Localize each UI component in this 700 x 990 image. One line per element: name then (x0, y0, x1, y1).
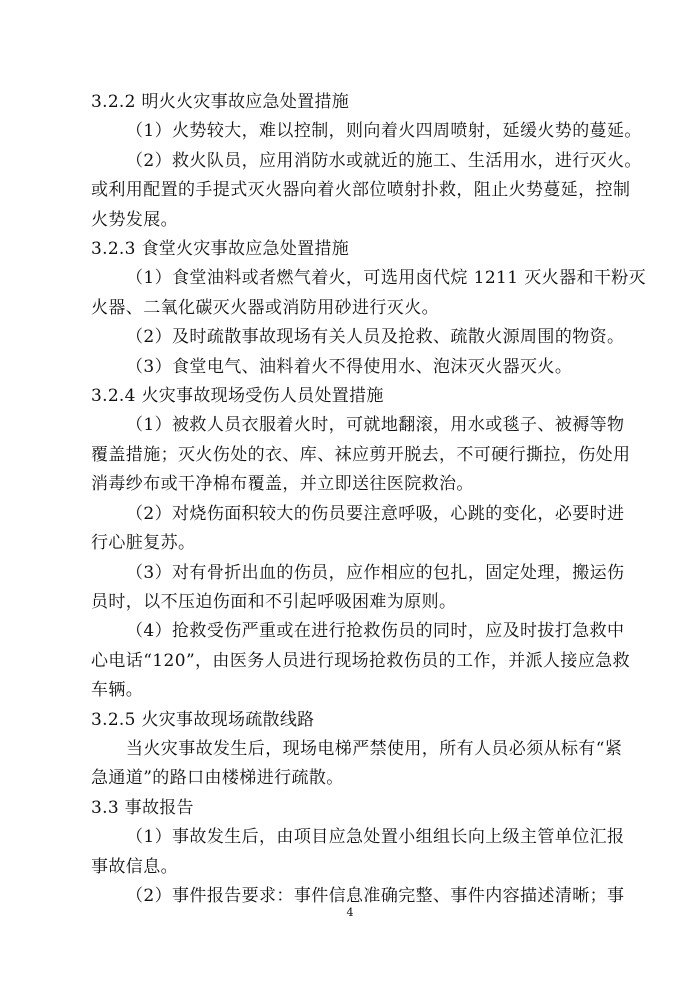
paragraph-line: 急通道”的路口由楼梯进行疏散。 (91, 768, 344, 789)
section-heading-3-3: 3.3 事故报告 (91, 797, 194, 818)
section-heading-3-2-3: 3.2.3 食堂火灾事故应急处置措施 (91, 239, 350, 260)
document-body (91, 88, 647, 911)
paragraph-line: （3）对有骨折出血的伤员，应作相应的包扎，固定处理，搬运伤 (126, 562, 625, 583)
paragraph-line: （2）对烧伤面积较大的伤员要注意呼吸，心跳的变化，必要时进 (126, 503, 625, 524)
paragraph-line: （1）火势较大，难以控制，则向着火四周喷射，延缓火势的蔓延。 (126, 121, 642, 142)
paragraph-line: （1）被救人员衣服着火时，可就地翻滚，用水或毯子、被褥等物 (126, 415, 625, 436)
paragraph-line: 心电话“120”，由医务人员进行现场抢救伤员的工作，并派人接应急救 (91, 650, 631, 671)
paragraph-line: （2）救火队员，应用消防水或就近的施工、生活用水，进行灭火。 (126, 150, 642, 171)
paragraph-line: 员时，以不压迫伤面和不引起呼吸困难为原则。 (91, 591, 457, 612)
paragraph-line: 车辆。 (91, 680, 144, 701)
section-heading-3-2-2: 3.2.2 明火火灾事故应急处置措施 (91, 92, 350, 112)
section-heading-3-2-4: 3.2.4 火灾事故现场受伤人员处置措施 (91, 386, 384, 407)
paragraph-line: （1）食堂油料或者燃气着火，可选用卤代烷 1211 灭火器和干粉灭 (126, 268, 647, 289)
section-heading-3-2-5: 3.2.5 火灾事故现场疏散线路 (91, 709, 315, 730)
paragraph-line: （2）事件报告要求：事件信息准确完整、事件内容描述清晰；事 (126, 885, 625, 906)
paragraph-line: 行心脏复苏。 (91, 533, 196, 554)
paragraph-line: 火势发展。 (91, 209, 178, 230)
paragraph-line: 事故信息。 (91, 856, 178, 877)
paragraph-line: 当火灾事故发生后，现场电梯严禁使用，所有人员必须从标有“紧 (126, 738, 623, 759)
paragraph-line: 火器、二氧化碳灭火器或消防用砂进行灭火。 (91, 297, 439, 318)
paragraph-line: （1）事故发生后，由项目应急处置小组组长向上级主管单位汇报 (126, 827, 625, 848)
paragraph-line: （3）食堂电气、油料着火不得使用水、泡沫灭火器灭火。 (126, 356, 573, 377)
page-number: 4 (346, 906, 354, 919)
paragraph-line: （4）抢救受伤严重或在进行抢救伤员的同时，应及时拔打急救中 (126, 621, 625, 642)
paragraph-line: 消毒纱布或干净棉布覆盖，并立即送往医院救治。 (91, 474, 474, 495)
paragraph-line: （2）及时疏散事故现场有关人员及抢救、疏散火源周围的物资。 (126, 327, 625, 348)
paragraph-line: 覆盖措施；灭火伤处的衣、库、袜应剪开脱去，不可硬行撕拉，伤处用 (91, 444, 631, 465)
paragraph-line: 或利用配置的手提式灭火器向着火部位喷射扑救，阻止火势蔓延，控制 (91, 180, 631, 201)
